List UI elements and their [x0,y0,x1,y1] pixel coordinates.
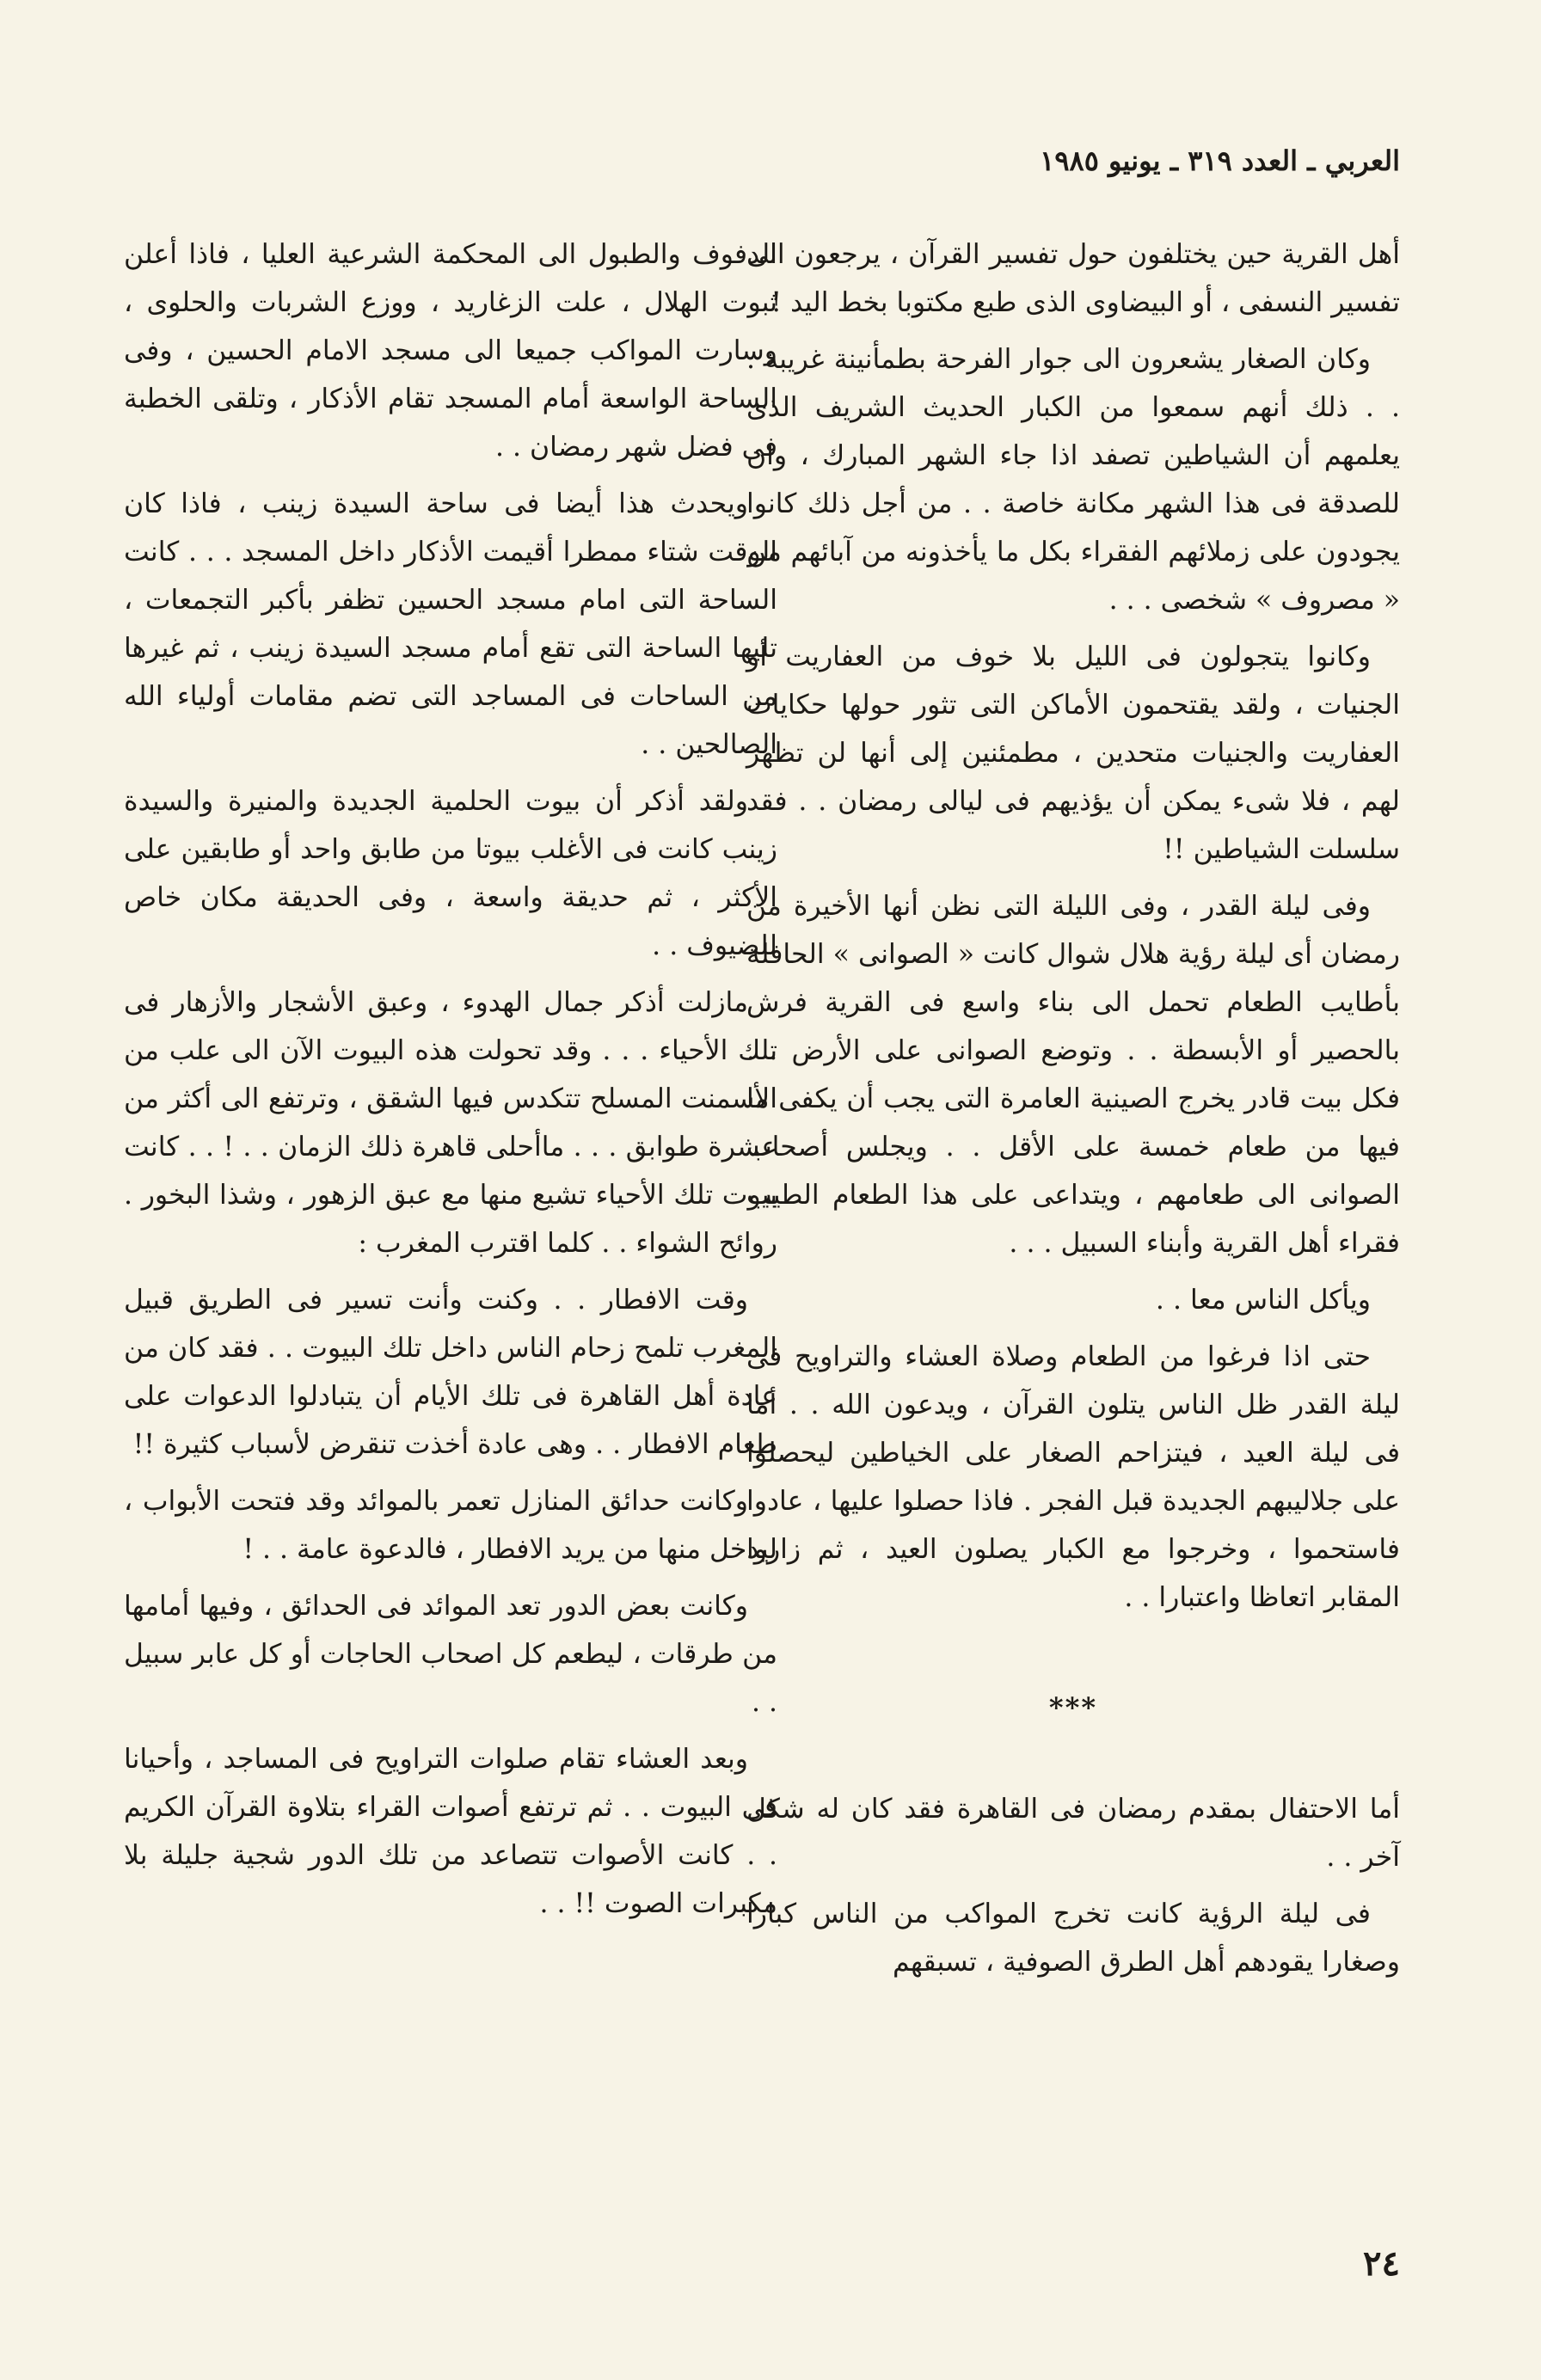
paragraph: ولقد أذكر أن بيوت الحلمية الجديدة والمنيرة والسيدة زينب كانت فى الأغلب بيوتا من طابق واحد أو طابقين على الأكثر ، ثم حديقة واسعة ، وفى الحديقة مكان خاص للضيوف . . [124,786,777,961]
paragraph: وبعد العشاء تقام صلوات التراويح فى المساجد ، وأحيانا فى البيوت . . ثم ترتفع أصوات القراء بتلاوة القرآن الكريم . . كانت الأصوات تتصاعد من تلك الدور شجية جليلة بلا مكبرات الصوت !! . . [124,1744,777,1919]
paragraph: وكان الصغار يشعرون الى جوار الفرحة بطمأنينة غريبة . . . ذلك أنهم سمعوا من الكبار الحديث الشريف الذى يعلمهم أن الشياطين تصفد اذا جاء الشهر المبارك ، وان للصدقة فى هذا الشهر مكانة خاصة . . من أجل ذلك كانوا يجودون على زملائهم الفقراء بكل ما يأخذونه من آبائهم من « مصروف » شخصى . . . [746,344,1400,616]
paragraph: ويأكل الناس معا . . [1155,1285,1371,1316]
paragraph: وفى ليلة القدر ، وفى الليلة التى نظن أنها الأخيرة من رمضان أى ليلة رؤية هلال شوال كانت « الصوانى » الحافلة بأطايب الطعام تحمل الى بناء واسع فى القرية فرش بالحصير أو الأبسطة . . وتوضع الصوانى على الأرض . . فكل بيت قادر يخرج الصينية العامرة التى يجب أن يكفى ما فيها من طعام خمسة على الأقل . . ويجلس أصحاب الصوانى الى طعامهم ، ويتداعى على هذا الطعام الطيب فقراء أهل القرية وأبناء السبيل . . . [746,891,1400,1259]
paragraph: فى ليلة الرؤية كانت تخرج المواكب من الناس كبارا وصغارا يقودهم أهل الطرق الصوفية ، تسبقهم [746,1898,1400,1978]
paragraph: أهل القرية حين يختلفون حول تفسير القرآن ، يرجعون الى تفسير النسفى ، أو البيضاوى الذى طبع مكتوبا بخط اليد ! [746,239,1400,318]
paragraph: مازلت أذكر جمال الهدوء ، وعبق الأشجار والأزهار فى تلك الأحياء . . . وقد تحولت هذه البيوت الآن الى علب من الأسمنت المسلح تتكدس فيها الشقق ، وترتفع الى أكثر من عشرة طوابق . . . ماأحلى قاهرة ذلك الزمان . . ! . . كانت بيوت تلك الأحياء تشيع منها مع عبق الزهور ، وشذا البخور . روائح الشواء . . كلما اقترب المغرب : [124,987,777,1259]
paragraph: حتى اذا فرغوا من الطعام وصلاة العشاء والتراويح فى ليلة القدر ظل الناس يتلون القرآن ، ويدعون الله . . أما فى ليلة العيد ، فيتزاحم الصغار على الخياطين ليحصلوا على جلاليبهم الجديدة قبل الفجر . فاذا حصلوا عليها ، عادوا فاستحموا ، وخرجوا مع الكبار يصلون العيد ، ثم زاروا المقابر اتعاظا واعتبارا . . [746,1341,1400,1613]
paragraph: أما الاحتفال بمقدم رمضان فى القاهرة فقد كان له شكل آخر . . [746,1794,1400,1873]
running-head: العربي ـ العدد ٣١٩ ـ يونيو ١٩٨٥ [1040,144,1400,177]
right-column [746,230,1400,1995]
left-column [124,230,777,1936]
paragraph: وكانت بعض الدور تعد الموائد فى الحدائق ، وفيها أمامها من طرقات ، ليطعم كل اصحاب الحاجات أو كل عابر سبيل . . [124,1591,777,1718]
paragraph: الدفوف والطبول الى المحكمة الشرعية العليا ، فاذا أعلن ثبوت الهلال ، علت الزغاريد ، ووزع الشربات والحلوى ، وسارت المواكب جميعا الى مسجد الامام الحسين ، وفى الساحة الواسعة أمام المسجد تقام الأذكار ، وتلقى الخطبة فى فضل شهر رمضان . . [124,239,777,463]
paragraph: ويحدث هذا أيضا فى ساحة السيدة زينب ، فاذا كان الوقت شتاء ممطرا أقيمت الأذكار داخل المسجد . . . كانت الساحة التى امام مسجد الحسين تظفر بأكبر التجمعات ، تليها الساحة التى تقع أمام مسجد السيدة زينب ، ثم غيرها من الساحات فى المساجد التى تضم مقامات أولياء الله الصالحين . . [124,488,777,760]
page-number: ٢٤ [1363,2243,1400,2284]
section-separator: *** [1048,1691,1098,1724]
paragraph: وكانت حدائق المنازل تعمر بالموائد وقد فتحت الأبواب ، ليدخل منها من يريد الافطار ، فالدعوة عامة . . ! [124,1486,777,1565]
paragraph: وقت الافطار . . وكنت وأنت تسير فى الطريق قبيل المغرب تلمح زحام الناس داخل تلك البيوت . . فقد كان من عادة أهل القاهرة فى تلك الأيام أن يتبادلوا الدعوات على طعام الافطار . . وهى عادة أخذت تنقرض لأسباب كثيرة !! [124,1285,777,1460]
paragraph: وكانوا يتجولون فى الليل بلا خوف من العفاريت أو الجنيات ، ولقد يقتحمون الأماكن التى تثور حولها حكايات العفاريت والجنيات متحدين ، مطمئنين إلى أنها لن تظهر لهم ، فلا شىء يمكن أن يؤذيهم فى ليالى رمضان . . فقد سلسلت الشياطين !! [746,641,1400,865]
